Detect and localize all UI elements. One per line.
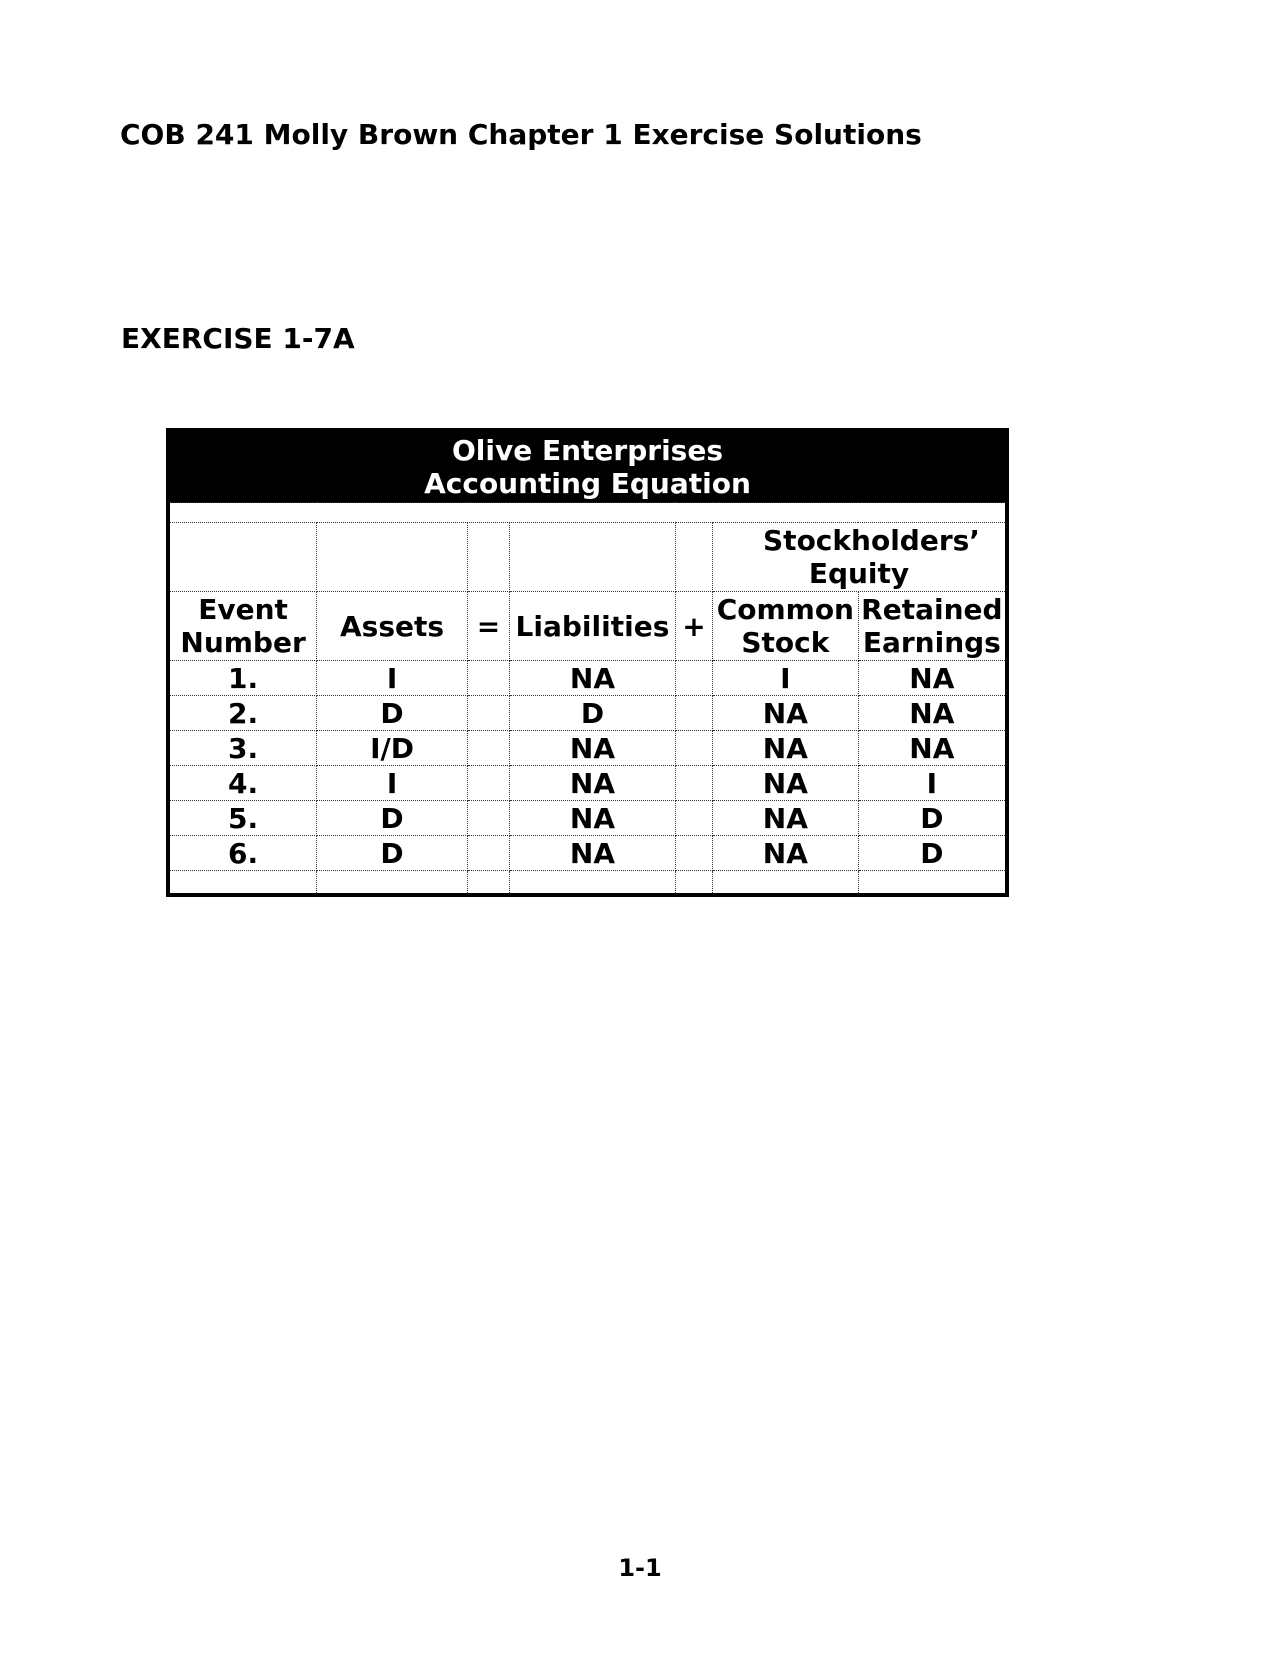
liabilities-cell: NA xyxy=(510,836,676,871)
common-stock-cell: I xyxy=(713,661,859,696)
event-number-cell: 6. xyxy=(168,836,317,871)
table-row xyxy=(168,661,1007,696)
column-header-assets: Assets xyxy=(317,592,468,661)
liabilities-cell: NA xyxy=(510,731,676,766)
event-number-cell: 4. xyxy=(168,766,317,801)
column-header-event-number: Event Number xyxy=(168,592,317,661)
column-header-retained-earnings: Retained Earnings xyxy=(858,592,1007,661)
table-title xyxy=(168,430,1007,503)
common-stock-cell: NA xyxy=(713,801,859,836)
common-stock-cell: NA xyxy=(713,766,859,801)
assets-cell: I/D xyxy=(317,731,468,766)
table-row xyxy=(168,766,1007,801)
event-number-cell: 5. xyxy=(168,801,317,836)
assets-cell: D xyxy=(317,696,468,731)
table-row xyxy=(168,731,1007,766)
page-number: 1-1 xyxy=(618,1554,662,1582)
retained-earnings-cell: D xyxy=(858,801,1007,836)
table-group-row xyxy=(168,523,1007,592)
table-title-company: Olive Enterprises xyxy=(451,434,723,467)
document-header: COB 241 Molly Brown Chapter 1 Exercise Solutions xyxy=(120,118,922,151)
liabilities-cell: D xyxy=(510,696,676,731)
table-row xyxy=(168,836,1007,871)
table-title-statement: Accounting Equation xyxy=(424,467,751,500)
equals-sign: = xyxy=(467,592,509,661)
table-column-header-row xyxy=(168,592,1007,661)
stockholders-equity-header: Stockholders’ Equity xyxy=(713,523,1007,592)
table-title-row xyxy=(168,430,1007,503)
retained-earnings-cell: I xyxy=(858,766,1007,801)
assets-cell: I xyxy=(317,766,468,801)
event-number-cell: 3. xyxy=(168,731,317,766)
table-end-row xyxy=(168,871,1007,896)
plus-sign: + xyxy=(675,592,712,661)
table-row xyxy=(168,801,1007,836)
liabilities-cell: NA xyxy=(510,766,676,801)
event-number-cell: 1. xyxy=(168,661,317,696)
liabilities-cell: NA xyxy=(510,801,676,836)
liabilities-cell: NA xyxy=(510,661,676,696)
accounting-equation-table xyxy=(166,428,1009,897)
retained-earnings-cell: NA xyxy=(858,661,1007,696)
retained-earnings-cell: NA xyxy=(858,731,1007,766)
column-header-liabilities: Liabilities xyxy=(510,592,676,661)
common-stock-cell: NA xyxy=(713,696,859,731)
assets-cell: I xyxy=(317,661,468,696)
common-stock-cell: NA xyxy=(713,731,859,766)
table-row xyxy=(168,696,1007,731)
event-number-cell: 2. xyxy=(168,696,317,731)
retained-earnings-cell: NA xyxy=(858,696,1007,731)
retained-earnings-cell: D xyxy=(858,836,1007,871)
assets-cell: D xyxy=(317,836,468,871)
assets-cell: D xyxy=(317,801,468,836)
table-spacer-row xyxy=(168,503,1007,523)
common-stock-cell: NA xyxy=(713,836,859,871)
column-header-common-stock: Common Stock xyxy=(713,592,859,661)
exercise-title: EXERCISE 1-7A xyxy=(121,322,355,355)
